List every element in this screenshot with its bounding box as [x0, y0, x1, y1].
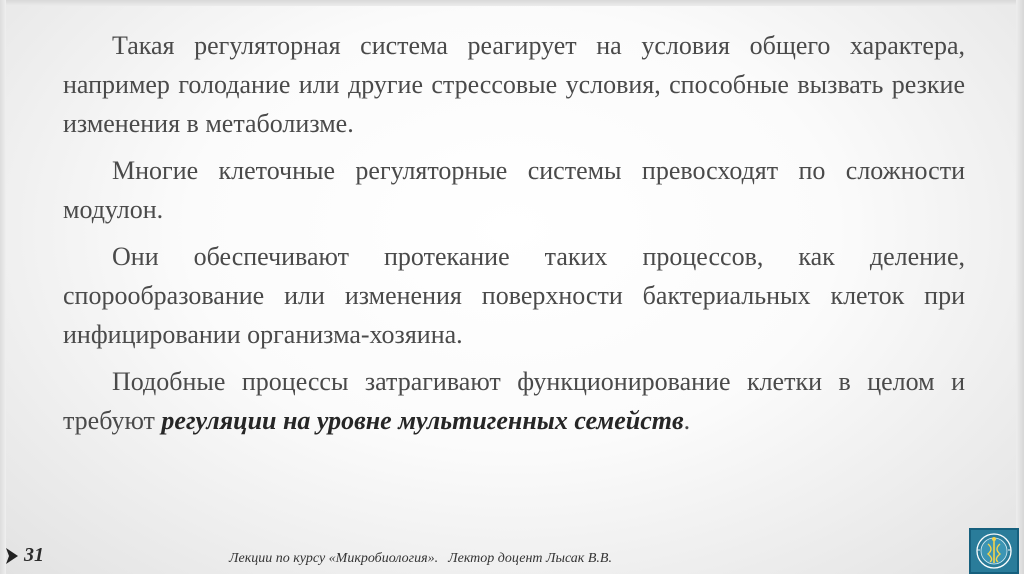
footer-course: Лекции по курсу «Микробиология».: [229, 551, 439, 566]
paragraph-multigene-regulation-period: .: [683, 406, 691, 435]
university-emblem-icon: [971, 530, 1017, 572]
slide-frame-left: [0, 0, 6, 574]
paragraph-processes: Они обеспечивают протекание таких процессов, как деление, спорообразование или изменения поверхности бактериальных клеток при инфицировании организма-хозяина.: [63, 242, 965, 349]
slide-body: [63, 26, 965, 448]
slide-frame-top: [0, 0, 1024, 6]
slide-frame-right: [1016, 0, 1024, 574]
paragraph-cellular-systems: Многие клеточные регуляторные системы превосходят по сложности модулон.: [63, 156, 965, 224]
footer-lecturer: Лектор доцент Лысак В.В.: [448, 551, 612, 566]
emphasis-multigene-families: регуляции на уровне мультигенных семейств: [161, 406, 684, 435]
arrow-right-icon: [4, 545, 22, 567]
paragraph-regulatory-system: Такая регуляторная система реагирует на условия общего характера, например голодание или другие стрессовые условия, способные вызвать резкие изменения в метаболизме.: [63, 31, 965, 138]
footer-lecture-info: [229, 551, 612, 567]
page-marker: [4, 544, 44, 567]
paragraph-multigene-regulation-text: Подобные процессы затрагивают функционирование клетки в целом и требуют: [63, 367, 965, 435]
page-number: 31: [24, 544, 44, 566]
slide-footer: [0, 544, 1024, 574]
university-logo: [969, 528, 1019, 574]
paragraph-multigene-regulation: [63, 362, 965, 440]
